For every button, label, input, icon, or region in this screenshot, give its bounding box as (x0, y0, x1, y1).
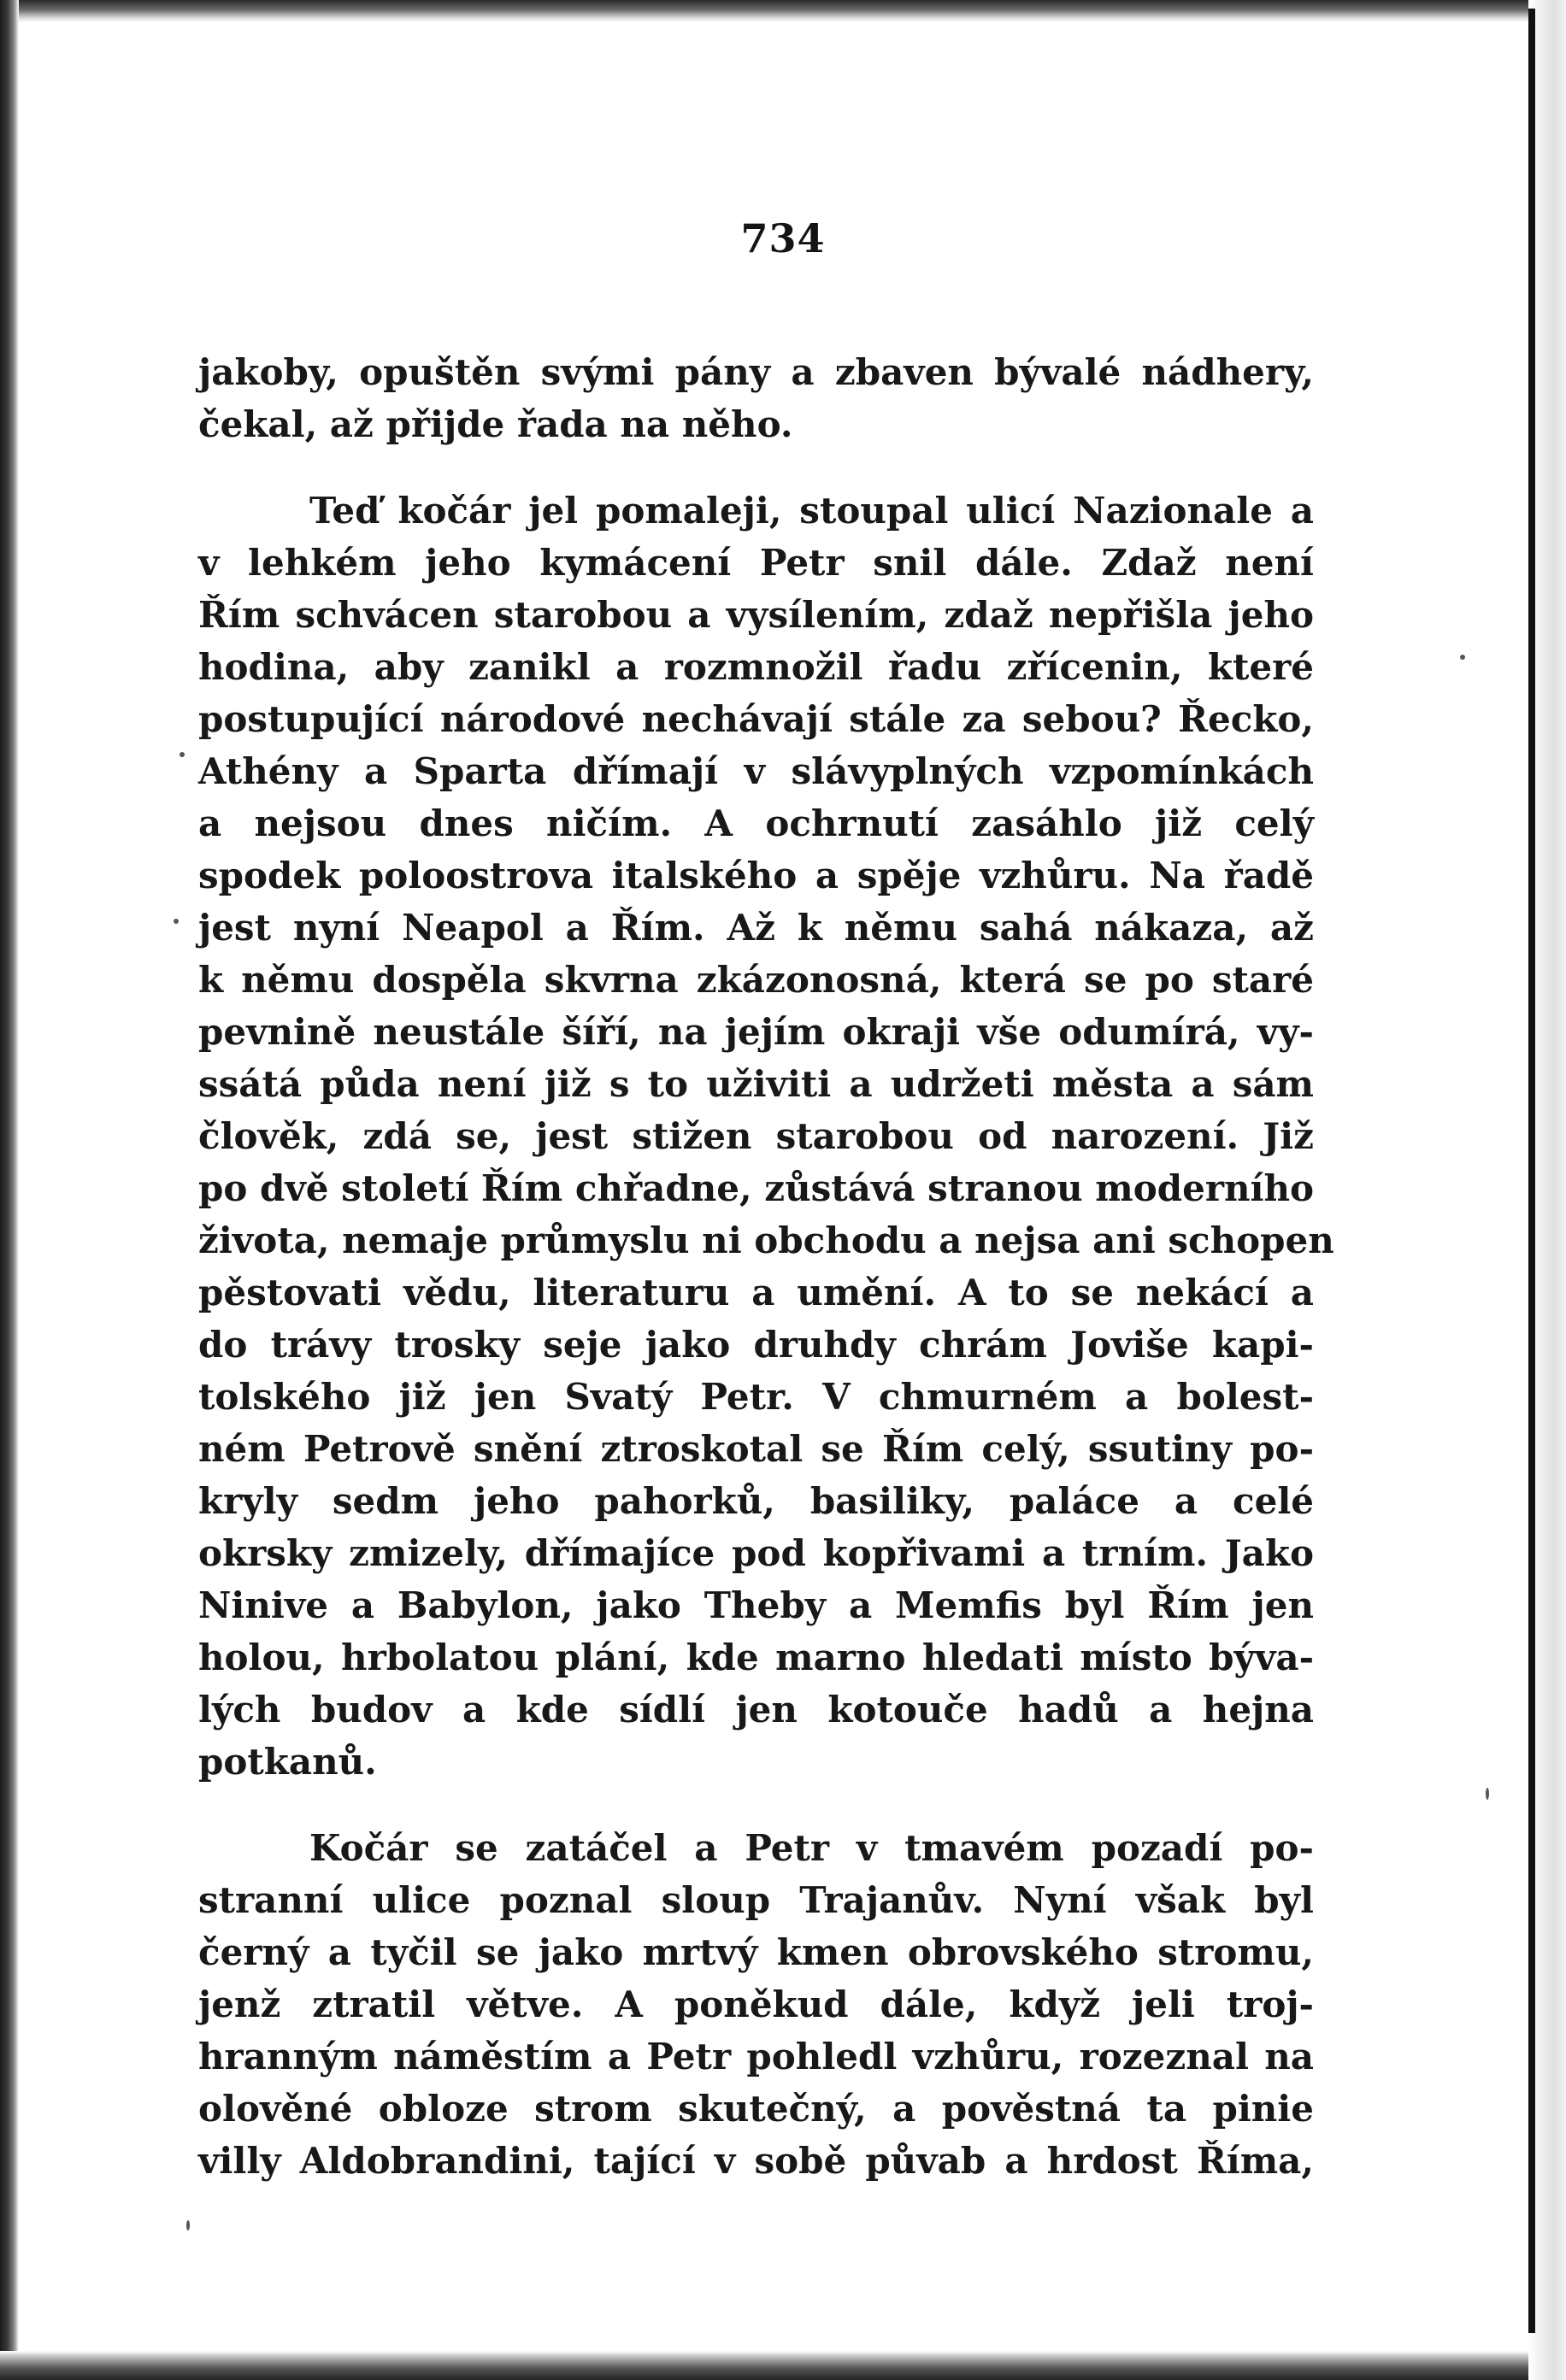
text-line: Athény a Sparta dřímají v slávyplných vzpomínkách (198, 750, 1314, 792)
paragraph-gap (198, 1788, 1314, 1822)
paragraph-gap (198, 450, 1314, 485)
text-line: jenž ztratil větve. A poněkud dále, když jeli troj- (198, 1983, 1314, 2025)
scan-speck (180, 752, 185, 757)
text-line: hodina, aby zanikl a rozmnožil řadu zřícenin, které (198, 646, 1314, 688)
paragraph (198, 346, 1314, 450)
text-line: villy Aldobrandini, tající v sobě půvab a hrdost Říma, (198, 2140, 1314, 2182)
text-line: olověné obloze strom skutečný, a pověstná ta pinie (198, 2088, 1314, 2130)
text-line: ném Petrově snění ztroskotal se Řím celý, ssutiny po- (198, 1428, 1314, 1470)
text-line: černý a tyčil se jako mrtvý kmen obrovského stromu, (198, 1931, 1314, 1973)
page-number: 734 (740, 215, 826, 262)
text-line: k němu dospěla skvrna zkázonosná, která se po staré (198, 959, 1314, 1001)
text-line: okrsky zmizely, dřímajíce pod kopřivami a trním. Jako (198, 1532, 1314, 1574)
scan-speck (186, 2220, 190, 2230)
text-line: lých budov a kde sídlí jen kotouče hadů a hejna (198, 1689, 1314, 1731)
scan-speck (1486, 1788, 1489, 1800)
text-line: člověk, zdá se, jest stižen starobou od narození. Již (198, 1115, 1314, 1157)
text-line: v lehkém jeho kymácení Petr snil dále. Zdaž není (198, 542, 1314, 584)
text-line: Kočár se zatáčel a Petr v tmavém pozadí po- (309, 1827, 1314, 1869)
text-line: života, nemaje průmyslu ni obchodu a nejsa ani schopen (198, 1219, 1334, 1261)
scan-shadow-top (0, 0, 1566, 22)
text-line: postupující národové nechávají stále za sebou? Řecko, (198, 698, 1314, 740)
text-line: a nejsou dnes ničím. A ochrnutí zasáhlo již celý (198, 802, 1314, 844)
text-line: čekal, až přijde řada na něho. (198, 403, 793, 445)
text-line: jest nyní Neapol a Řím. Až k němu sahá nákaza, až (198, 907, 1314, 949)
paragraph (198, 1822, 1314, 2187)
text-line: tolského již jen Svatý Petr. V chmurném a bolest- (198, 1376, 1314, 1418)
text-line: pěstovati vědu, literaturu a umění. A to se nekácí a (198, 1272, 1314, 1313)
text-line: potkanů. (198, 1741, 377, 1783)
text-line: hranným náměstím a Petr pohledl vzhůru, rozeznal na (198, 2036, 1314, 2077)
text-line: do trávy trosky seje jako druhdy chrám Joviše kapi- (198, 1324, 1314, 1366)
text-line: pevnině neustále šíří, na jejím okraji vše odumírá, vy- (198, 1011, 1314, 1053)
text-line: stranní ulice poznal sloup Trajanův. Nyní však byl (198, 1879, 1314, 1921)
text-line: Ninive a Babylon, jako Theby a Memfis byl Řím jen (198, 1584, 1314, 1626)
text-line: holou, hrbolatou plání, kde marno hledati místo býva- (198, 1637, 1314, 1678)
paragraph (198, 485, 1334, 1788)
scan-speck (1460, 655, 1465, 660)
body-text (198, 346, 1334, 2187)
scan-shadow-bottom (0, 2351, 1566, 2380)
scan-speck (174, 919, 179, 924)
scan-binding-line (1528, 9, 1535, 2333)
text-line: jakoby, opuštěn svými pány a zbaven bývalé nádhery, (198, 351, 1314, 393)
text-line: spodek poloostrova italského a spěje vzhůru. Na řadě (198, 855, 1314, 896)
text-line: Teď kočár jel pomaleji, stoupal ulicí Nazionale a (309, 490, 1314, 532)
text-line: po dvě století Řím chřadne, zůstává stranou moderního (198, 1167, 1314, 1209)
text-line: ssátá půda není již s to uživiti a udržeti města a sám (198, 1063, 1314, 1105)
text-line: kryly sedm jeho pahorků, basiliky, paláce a celé (198, 1480, 1314, 1522)
scan-shadow-left (0, 0, 19, 2380)
text-line: Řím schvácen starobou a vysílením, zdaž nepřišla jeho (198, 594, 1314, 636)
